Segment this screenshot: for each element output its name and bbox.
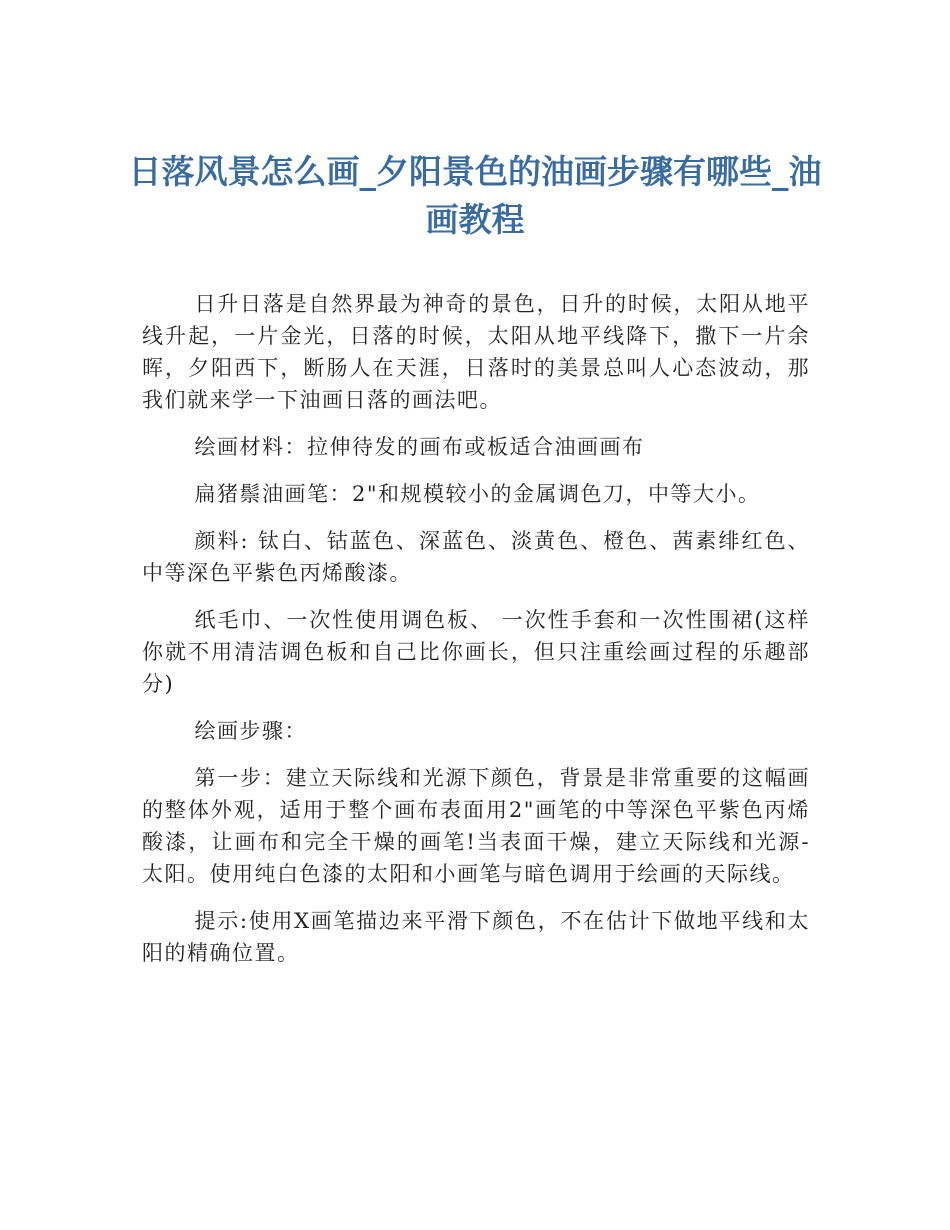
document-body [142,288,810,984]
document-title: 日落风景怎么画_夕阳景色的油画步骤有哪些_油画教程 [128,152,822,239]
paragraph-paints: 颜料: 钛白、钴蓝色、深蓝色、淡黄色、橙色、茜素绯红色、中等深色平紫色丙烯酸漆。 [142,529,810,585]
paragraph-steps-heading: 绘画步骤： [194,719,307,743]
paragraph-brushes: 扁猪鬃油画笔：2"和规模较小的金属调色刀，中等大小。 [194,482,761,506]
paragraph-intro: 日升日落是自然界最为神奇的景色，日升的时候，太阳从地平线升起，一片金光，日落的时候，太阳从地平线降下，撒下一片余晖，夕阳西下，断肠人在天涯，日落时的美景总叫人心态波动，那我们就来学一下油画日落的画法吧。 [142,292,810,412]
paragraph-supplies: 纸毛巾、一次性使用调色板、 一次性手套和一次性围裙(这样你就不用清洁调色板和自己比你画长，但只注重绘画过程的乐趣部分) [142,608,810,696]
paragraph-tip: 提示:使用X画笔描边来平滑下颜色，不在估计下做地平线和太阳的精确位置。 [142,909,810,965]
paragraph-materials: 绘画材料：拉伸待发的画布或板适合油画画布 [194,435,645,459]
paragraph-step-one: 第一步：建立天际线和光源下颜色，背景是非常重要的这幅画的整体外观，适用于整个画布表面用2"画笔的中等深色平紫色丙烯酸漆，让画布和完全干燥的画笔!当表面干燥，建立天际线和光源-太阳。使用纯白色漆的太阳和小画笔与暗色调用于绘画的天际线。 [142,766,810,886]
